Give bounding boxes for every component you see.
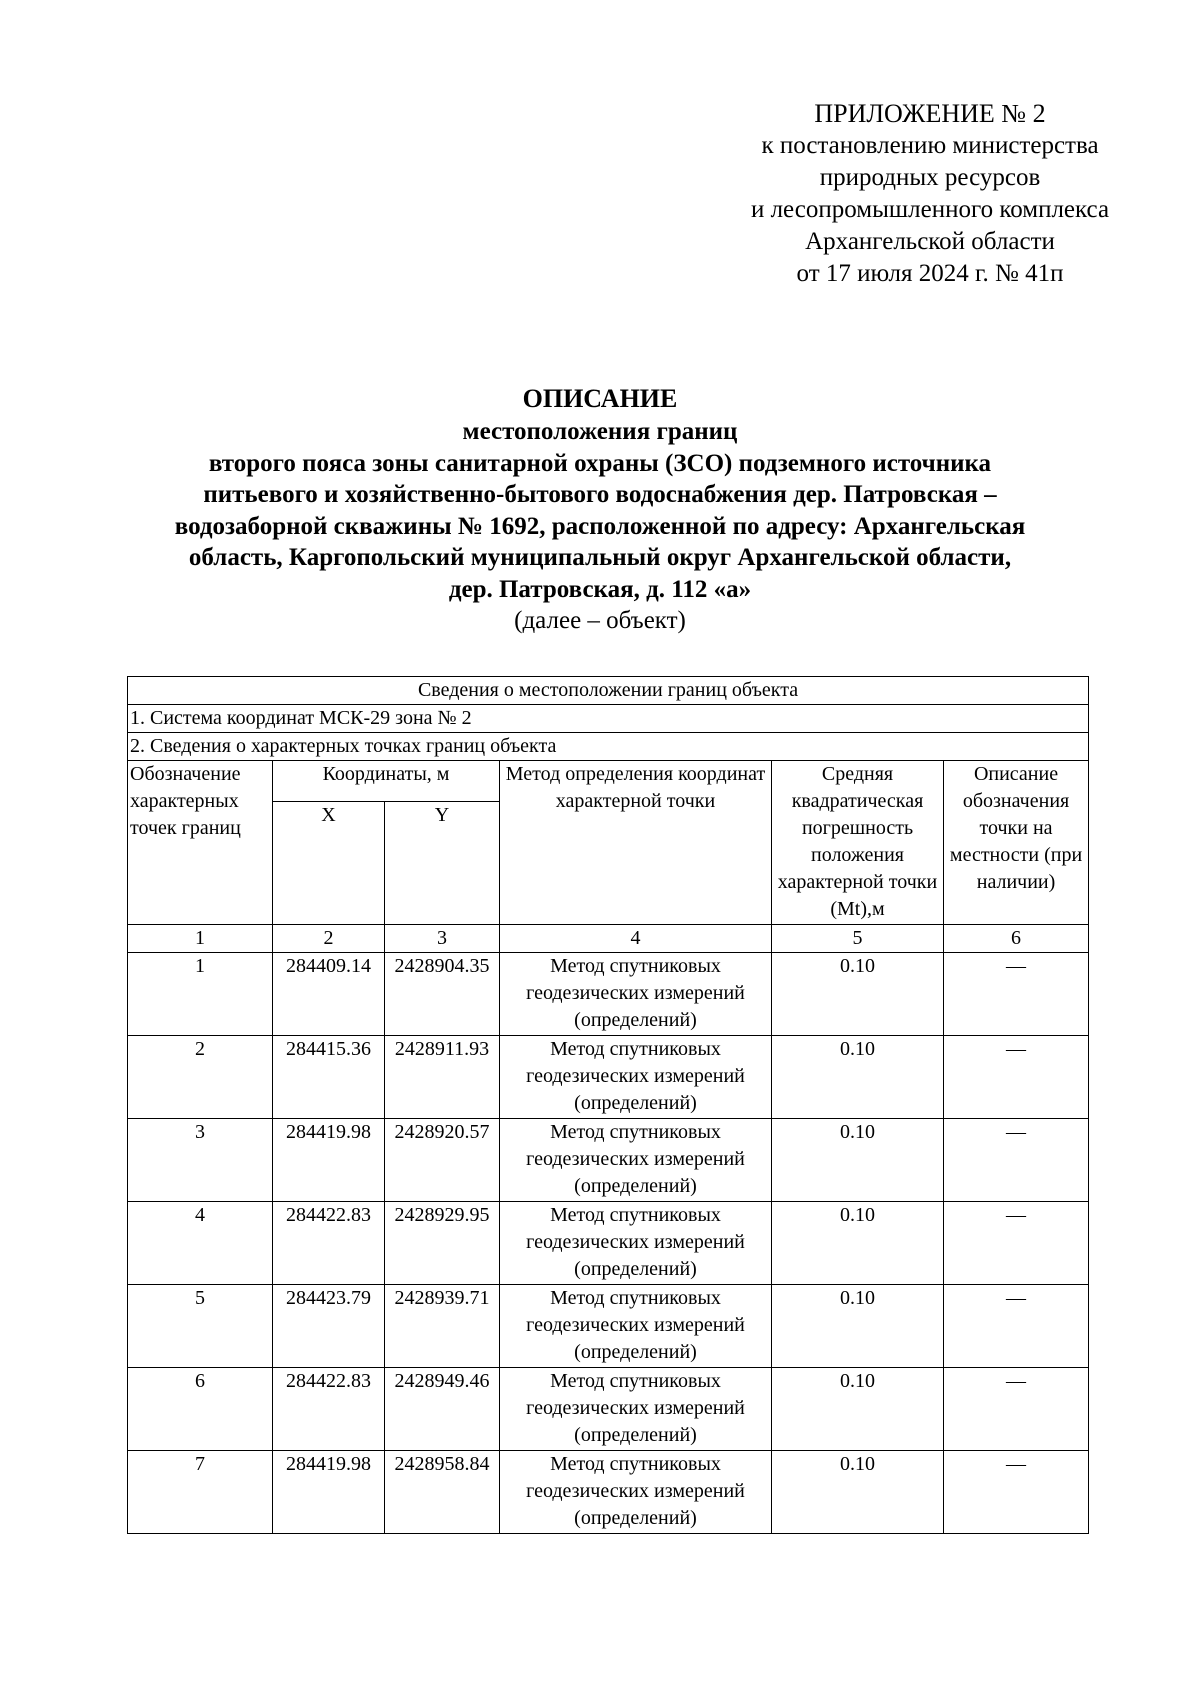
title-line: водозаборной скважины № 1692, расположенной по адресу: Архангельская	[174, 512, 1026, 540]
column-number: 2	[273, 925, 385, 953]
title-line: питьевого и хозяйственно-бытового водоснабжения дер. Патровская –	[203, 481, 997, 508]
point-number: 2	[128, 1036, 273, 1119]
appendix-line: Архангельской области	[805, 228, 1055, 255]
error-value: 0.10	[772, 1202, 944, 1285]
y-coordinate: 2428911.93	[385, 1036, 500, 1119]
header-description: Описание обозначения точки на местности (при наличии)	[944, 761, 1089, 925]
table-row	[128, 1119, 1089, 1202]
column-number: 3	[385, 925, 500, 953]
error-value: 0.10	[772, 1368, 944, 1451]
point-description: —	[944, 1451, 1089, 1534]
y-coordinate: 2428958.84	[385, 1451, 500, 1534]
document-title-block	[40, 382, 1160, 637]
points-section-title: 2. Сведения о характерных точках границ объекта	[128, 733, 1089, 761]
appendix-title: ПРИЛОЖЕНИЕ № 2	[814, 99, 1046, 128]
error-value: 0.10	[772, 1451, 944, 1534]
header-method: Метод определения координат характерной точки	[500, 761, 772, 925]
point-number: 7	[128, 1451, 273, 1534]
point-number: 5	[128, 1285, 273, 1368]
table-row	[128, 1202, 1089, 1285]
appendix-line: природных ресурсов	[819, 164, 1041, 191]
table-row	[128, 1285, 1089, 1368]
header-y: Y	[385, 802, 500, 925]
x-coordinate: 284422.83	[273, 1368, 385, 1451]
point-description: —	[944, 1368, 1089, 1451]
column-number: 4	[500, 925, 772, 953]
method: Метод спутниковых геодезических измерений (определений)	[500, 1285, 772, 1368]
method: Метод спутниковых геодезических измерений (определений)	[500, 1368, 772, 1451]
point-description: —	[944, 1202, 1089, 1285]
document-subheading: местоположения границ	[462, 418, 738, 445]
y-coordinate: 2428939.71	[385, 1285, 500, 1368]
y-coordinate: 2428929.95	[385, 1202, 500, 1285]
x-coordinate: 284423.79	[273, 1285, 385, 1368]
column-number: 6	[944, 925, 1089, 953]
error-value: 0.10	[772, 1036, 944, 1119]
table-row	[128, 1451, 1089, 1534]
x-coordinate: 284419.98	[273, 1451, 385, 1534]
y-coordinate: 2428920.57	[385, 1119, 500, 1202]
document-heading: ОПИСАНИЕ	[522, 384, 678, 413]
title-note: (далее – объект)	[514, 607, 686, 634]
method: Метод спутниковых геодезических измерений (определений)	[500, 1119, 772, 1202]
table-row	[128, 953, 1089, 1036]
error-value: 0.10	[772, 953, 944, 1036]
header-error: Средняя квадратическая погрешность положения характерной точки (Mt),м	[772, 761, 944, 925]
point-description: —	[944, 953, 1089, 1036]
method: Метод спутниковых геодезических измерений (определений)	[500, 953, 772, 1036]
y-coordinate: 2428904.35	[385, 953, 500, 1036]
x-coordinate: 284415.36	[273, 1036, 385, 1119]
coordinate-system: 1. Система координат МСК-29 зона № 2	[128, 705, 1089, 733]
title-line: дер. Патровская, д. 112 «а»	[448, 575, 752, 603]
point-description: —	[944, 1036, 1089, 1119]
column-number: 5	[772, 925, 944, 953]
x-coordinate: 284422.83	[273, 1202, 385, 1285]
point-number: 3	[128, 1119, 273, 1202]
title-line: область, Каргопольский муниципальный округ Архангельской области,	[188, 544, 1012, 571]
y-coordinate: 2428949.46	[385, 1368, 500, 1451]
header-designation: Обозначение характерных точек границ	[128, 761, 273, 925]
point-description: —	[944, 1119, 1089, 1202]
header-x: X	[273, 802, 385, 925]
method: Метод спутниковых геодезических измерений (определений)	[500, 1202, 772, 1285]
point-number: 6	[128, 1368, 273, 1451]
x-coordinate: 284419.98	[273, 1119, 385, 1202]
table-row	[128, 1368, 1089, 1451]
column-number: 1	[128, 925, 273, 953]
table-caption: Сведения о местоположении границ объекта	[128, 677, 1089, 705]
table-row	[128, 1036, 1089, 1119]
method: Метод спутниковых геодезических измерений (определений)	[500, 1036, 772, 1119]
appendix-date: от 17 июля 2024 г. № 41п	[796, 260, 1064, 287]
point-number: 4	[128, 1202, 273, 1285]
point-number: 1	[128, 953, 273, 1036]
header-coordinates: Координаты, м	[273, 761, 500, 802]
method: Метод спутниковых геодезических измерений (определений)	[500, 1451, 772, 1534]
x-coordinate: 284409.14	[273, 953, 385, 1036]
error-value: 0.10	[772, 1119, 944, 1202]
error-value: 0.10	[772, 1285, 944, 1368]
title-line: второго пояса зоны санитарной охраны (ЗСО) подземного источника	[208, 449, 992, 477]
coordinates-table	[127, 676, 1089, 1534]
point-description: —	[944, 1285, 1089, 1368]
appendix-line: и лесопромышленного комплекса	[750, 196, 1110, 223]
appendix-line: к постановлению министерства	[761, 132, 1099, 159]
appendix-block	[700, 98, 1160, 290]
